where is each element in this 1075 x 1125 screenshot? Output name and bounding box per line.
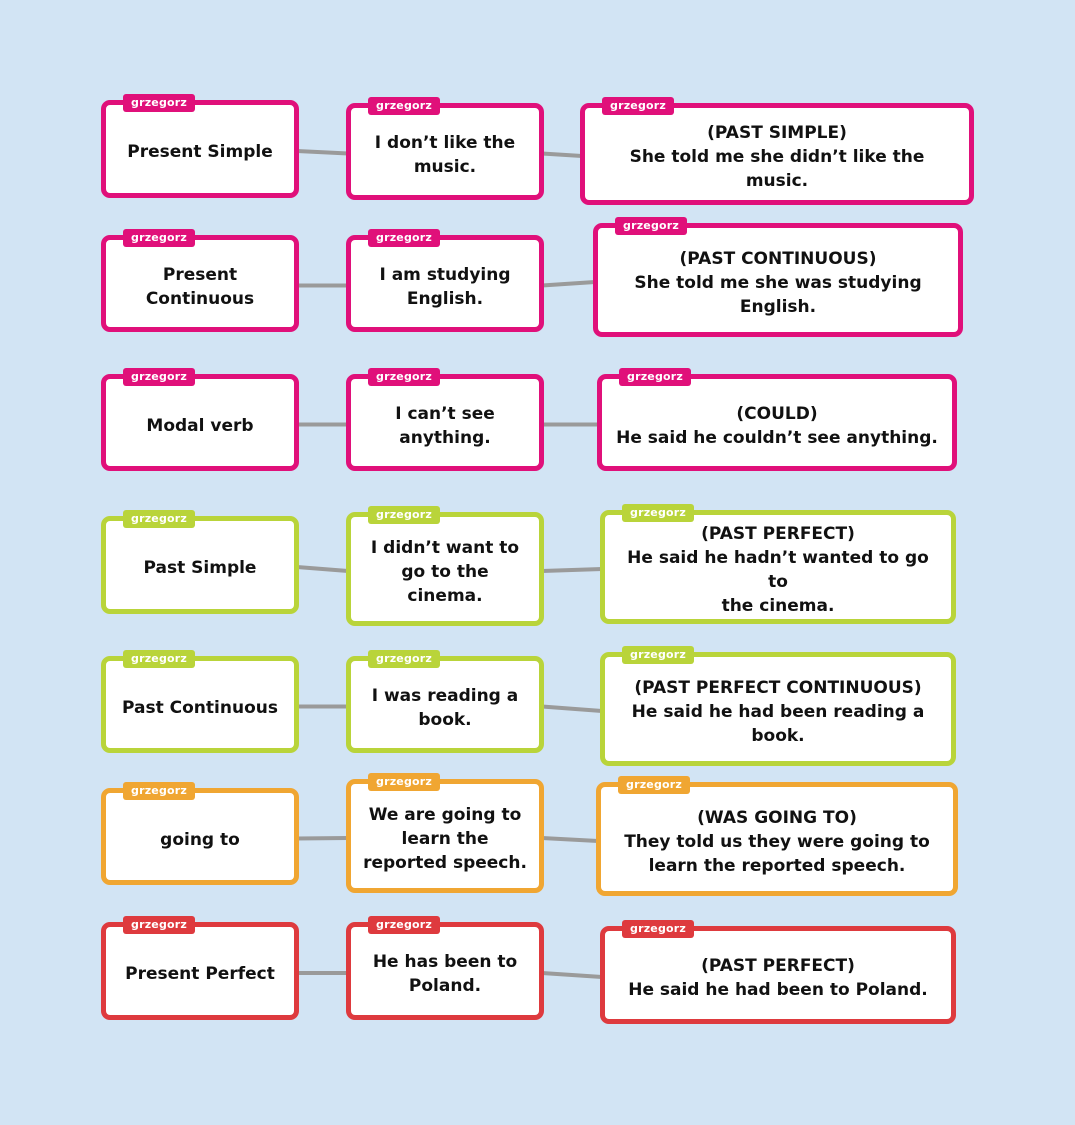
example-line: We are going to <box>368 805 522 825</box>
connector-line <box>542 154 582 157</box>
example-line: anything. <box>399 427 491 448</box>
reported-line: He said he had been reading a <box>631 702 925 722</box>
example-line: I didn’t want to <box>370 538 520 558</box>
example-text <box>372 684 519 732</box>
connector-line <box>542 973 602 977</box>
example-line: He has been to <box>372 952 518 972</box>
reported-line: (WAS GOING TO) <box>697 808 857 828</box>
example-text <box>373 950 517 998</box>
tense-line: going to <box>160 829 240 850</box>
author-tag: grzegorz <box>368 506 440 524</box>
author-tag: grzegorz <box>123 368 195 386</box>
reported-line: She told me she didn’t like the music. <box>629 147 925 191</box>
tense-text <box>125 962 275 986</box>
reported-line: He said he couldn’t see anything. <box>616 427 938 448</box>
reported-text <box>628 954 928 1002</box>
reported-line: learn the reported speech. <box>648 856 906 876</box>
example-line: cinema. <box>407 586 483 606</box>
author-tag: grzegorz <box>368 916 440 934</box>
connector-line <box>542 282 595 286</box>
reported-card <box>597 370 957 471</box>
connector-line <box>542 569 602 571</box>
example-card <box>346 775 544 893</box>
example-card <box>346 99 544 200</box>
tense-line: Continuous <box>145 288 255 309</box>
reported-line: (PAST SIMPLE) <box>707 123 847 143</box>
author-tag: grzegorz <box>602 97 674 115</box>
author-tag: grzegorz <box>622 920 694 938</box>
author-tag: grzegorz <box>618 776 690 794</box>
example-line: I don’t like the <box>374 132 516 153</box>
reported-card <box>600 922 956 1024</box>
connector-line <box>297 567 348 571</box>
tense-text <box>127 140 272 164</box>
author-tag: grzegorz <box>123 782 195 800</box>
connector-line <box>297 838 348 839</box>
example-card <box>346 231 544 332</box>
reported-line: They told us they were going to <box>624 832 930 852</box>
author-tag: grzegorz <box>123 650 195 668</box>
author-tag: grzegorz <box>368 650 440 668</box>
tense-line: Past Simple <box>143 558 257 578</box>
reported-line: (COULD) <box>736 403 818 424</box>
example-text <box>363 803 527 875</box>
example-card <box>346 508 544 626</box>
tense-line: Modal verb <box>146 415 254 436</box>
tense-card <box>101 918 299 1020</box>
tense-line: Present Simple <box>127 142 273 162</box>
author-tag: grzegorz <box>123 229 195 247</box>
reported-text <box>616 402 938 450</box>
reported-text <box>597 121 957 193</box>
author-tag: grzegorz <box>123 916 195 934</box>
author-tag: grzegorz <box>622 504 694 522</box>
reported-text <box>634 247 921 319</box>
example-line: English. <box>406 288 484 309</box>
tense-line: Past Continuous <box>122 697 278 718</box>
author-tag: grzegorz <box>615 217 687 235</box>
example-line: book. <box>418 709 472 730</box>
author-tag: grzegorz <box>123 94 195 112</box>
connector-line <box>297 151 348 154</box>
tense-card <box>101 652 299 753</box>
author-tag: grzegorz <box>619 368 691 386</box>
tense-text <box>144 556 257 580</box>
example-text <box>375 131 515 179</box>
tense-card <box>101 784 299 885</box>
example-line: music. <box>413 156 477 177</box>
example-line: Poland. <box>408 976 482 996</box>
example-line: learn the <box>401 829 489 849</box>
example-line: I am studying <box>379 264 511 285</box>
reported-line: (PAST CONTINUOUS) <box>679 249 877 269</box>
reported-card <box>600 506 956 624</box>
reported-text <box>632 676 925 748</box>
tense-text <box>160 828 240 852</box>
reported-text <box>617 522 939 618</box>
example-line: reported speech. <box>363 853 527 873</box>
example-text <box>371 536 519 608</box>
connector-line <box>542 707 602 712</box>
reported-line: (PAST PERFECT) <box>701 524 855 544</box>
tense-card <box>101 512 299 614</box>
example-text <box>395 402 495 450</box>
reported-line: English. <box>739 297 817 317</box>
tense-card <box>101 231 299 332</box>
tense-text <box>122 696 278 720</box>
tense-text <box>146 414 253 438</box>
example-text <box>379 263 510 311</box>
tense-line: Present <box>162 264 238 285</box>
example-line: I can’t see <box>395 403 495 424</box>
example-card <box>346 918 544 1020</box>
reported-line: book. <box>751 726 805 746</box>
reported-text <box>624 806 930 878</box>
tense-card <box>101 370 299 471</box>
reported-line: He said he had been to Poland. <box>628 980 928 1000</box>
reported-line: (PAST PERFECT) <box>701 956 855 976</box>
reported-card <box>580 99 974 205</box>
reported-card <box>596 778 958 896</box>
tense-text <box>146 263 254 311</box>
author-tag: grzegorz <box>368 368 440 386</box>
example-line: go to the <box>401 562 489 582</box>
author-tag: grzegorz <box>368 97 440 115</box>
reported-line: the cinema. <box>721 596 835 616</box>
example-card <box>346 652 544 753</box>
author-tag: grzegorz <box>368 229 440 247</box>
tense-line: Present Perfect <box>125 964 275 984</box>
reported-card <box>593 219 963 337</box>
reported-card <box>600 648 956 766</box>
example-line: I was reading a <box>371 685 519 706</box>
reported-line: She told me she was studying <box>634 273 922 293</box>
tense-card <box>101 96 299 198</box>
reported-line: He said he hadn’t wanted to go to <box>627 548 929 592</box>
example-card <box>346 370 544 471</box>
reported-line: (PAST PERFECT CONTINUOUS) <box>634 678 922 698</box>
author-tag: grzegorz <box>368 773 440 791</box>
author-tag: grzegorz <box>622 646 694 664</box>
author-tag: grzegorz <box>123 510 195 528</box>
connector-line <box>542 838 598 841</box>
